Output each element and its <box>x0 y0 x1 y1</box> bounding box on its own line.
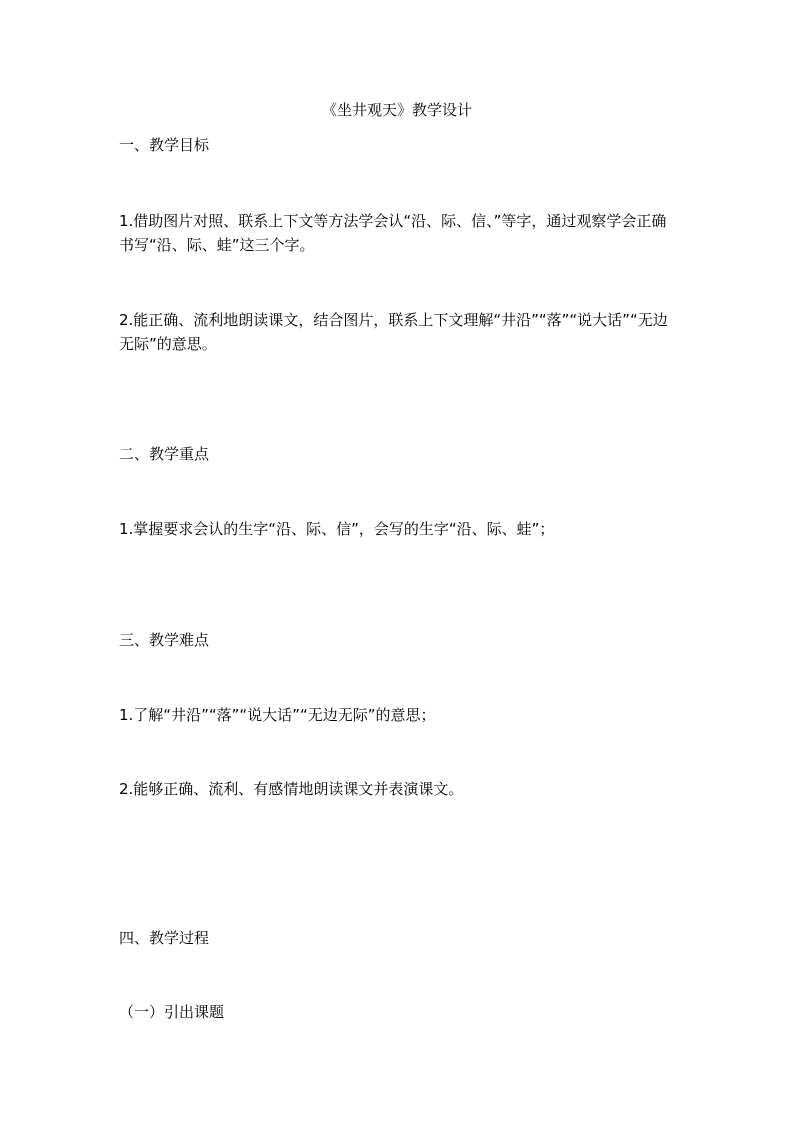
difficulty-item-1: 1.了解“井沿”“落”“说大话”“无边无际”的意思； <box>119 706 436 724</box>
section-heading-goals: 一、教学目标 <box>119 136 210 154</box>
process-subheading: （一）引出课题 <box>119 1003 225 1021</box>
difficulty-item-2: 2.能够正确、流利、有感情地朗读课文并表演课文。 <box>119 780 464 798</box>
key-point-item-1: 1.掌握要求会认的生字“沿、际、信”，会写的生字“沿、际、蛙”； <box>119 520 555 538</box>
section-heading-difficulties: 三、教学难点 <box>119 631 210 649</box>
goal-item-2: 2.能正确、流利地朗读课文，结合图片，联系上下文理解“井沿”“落”“说大话”“无边无际”的意思。 <box>119 311 668 353</box>
goal-item-1: 1.借助图片对照、联系上下文等方法学会认“沿、际、信、”等字，通过观察学会正确书写“沿、际、蛙”这三个字。 <box>119 212 667 254</box>
section-heading-key-points: 二、教学重点 <box>119 445 210 463</box>
section-heading-process: 四、教学过程 <box>119 929 210 947</box>
document-title: 《坐井观天》教学设计 <box>321 101 472 119</box>
